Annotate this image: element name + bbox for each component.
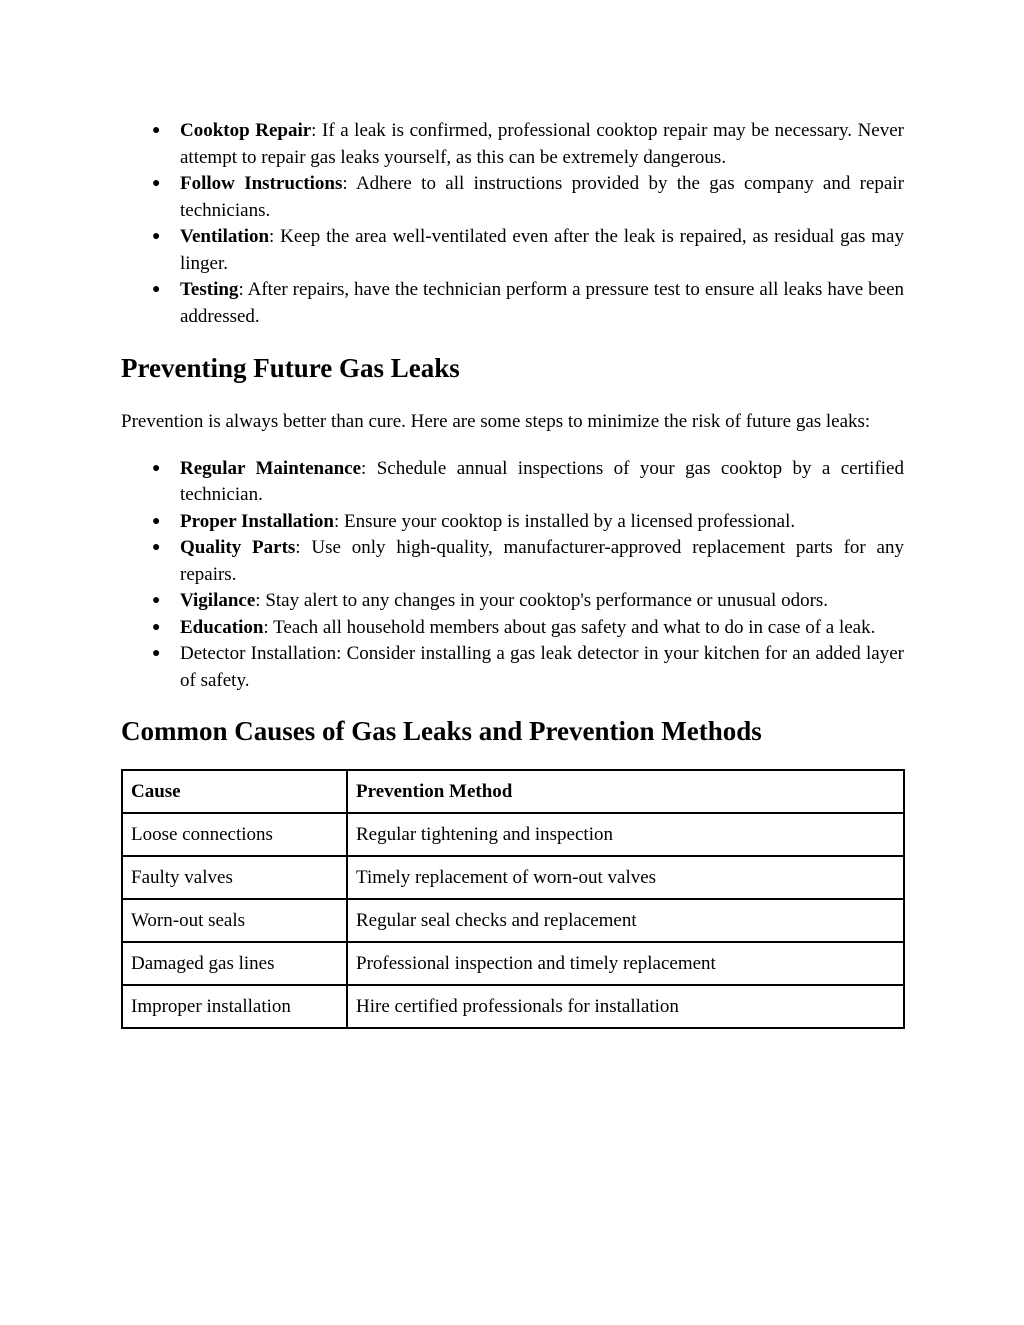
list-item-term: Vigilance xyxy=(180,590,256,611)
table-cell: Hire certified professionals for installation xyxy=(347,985,904,1028)
list-item-text: : Schedule annual inspections of your gas cooktop by a certified technician. xyxy=(180,457,904,505)
table-row xyxy=(122,942,904,985)
list-item-term: Proper Installation xyxy=(180,510,334,532)
table-row xyxy=(122,856,904,899)
list-item-text: : Keep the area well-ventilated even after the leak is repaired, as residual gas may linger. xyxy=(180,226,904,274)
bullet-icon: ● xyxy=(152,176,161,191)
list-item xyxy=(121,224,904,277)
section-intro-paragraph: Prevention is always better than cure. Here are some steps to minimize the risk of future gas leaks: xyxy=(121,411,871,432)
list-item xyxy=(121,277,904,330)
list-item-term: Quality Parts xyxy=(180,537,296,558)
list-item-term: Ventilation xyxy=(180,226,270,247)
list-item-text: : Teach all household members about gas safety and what to do in case of a leak. xyxy=(263,616,876,638)
table-cell: Improper installation xyxy=(122,985,347,1028)
list-item-term: Education xyxy=(180,616,264,638)
bullet-icon: ● xyxy=(152,619,161,635)
bullet-icon: ● xyxy=(152,646,161,661)
list-item-text: : Stay alert to any changes in your cooktop's performance or unusual odors. xyxy=(255,590,829,611)
bullet-icon: ● xyxy=(152,593,161,608)
table-cell: Damaged gas lines xyxy=(122,942,347,985)
table-header-cell: Prevention Method xyxy=(347,770,904,813)
list-item-text: : Adhere to all instructions provided by the gas company and repair technicians. xyxy=(180,173,904,221)
list-item-text: : If a leak is confirmed, professional cooktop repair may be necessary. Never attempt to repair gas leaks yourself, as this can be extremely dangerous. xyxy=(180,120,904,168)
list-item xyxy=(121,641,904,694)
table-row xyxy=(122,899,904,942)
list-item xyxy=(121,118,904,171)
table-header-cell: Cause xyxy=(122,770,347,813)
bullet-icon: ● xyxy=(152,123,161,138)
table-cell: Regular tightening and inspection xyxy=(347,813,904,856)
list-item xyxy=(121,509,904,536)
document-page xyxy=(121,118,904,1029)
table-cell: Loose connections xyxy=(122,813,347,856)
section-heading-prevention: Preventing Future Gas Leaks xyxy=(121,353,460,383)
bullet-icon: ● xyxy=(152,282,161,297)
bullet-icon: ● xyxy=(152,540,161,555)
bullet-icon: ● xyxy=(152,513,161,529)
list-item xyxy=(121,535,904,588)
table-header-row xyxy=(122,770,904,813)
prevention-steps-list xyxy=(121,456,904,695)
bullet-icon: ● xyxy=(152,460,161,476)
list-item xyxy=(121,615,904,642)
list-item-term: Cooktop Repair xyxy=(180,120,312,141)
list-item-text: Detector Installation: Consider installing a gas leak detector in your kitchen for an added layer of safety. xyxy=(180,643,904,691)
bullet-icon: ● xyxy=(152,229,161,244)
section-heading-causes: Common Causes of Gas Leaks and Prevention Methods xyxy=(121,716,762,746)
table-cell: Faulty valves xyxy=(122,856,347,899)
list-item xyxy=(121,171,904,224)
causes-table xyxy=(121,769,905,1029)
repair-steps-list xyxy=(121,118,904,330)
table-row xyxy=(122,985,904,1028)
table-row xyxy=(122,813,904,856)
list-item-term: Follow Instructions xyxy=(180,173,343,194)
table-cell: Timely replacement of worn-out valves xyxy=(347,856,904,899)
table-cell: Professional inspection and timely replacement xyxy=(347,942,904,985)
list-item-text: : Use only high-quality, manufacturer-approved replacement parts for any repairs. xyxy=(180,537,904,585)
list-item xyxy=(121,588,904,615)
list-item xyxy=(121,456,904,509)
list-item-text: : Ensure your cooktop is installed by a licensed professional. xyxy=(333,510,796,532)
table-cell: Regular seal checks and replacement xyxy=(347,899,904,942)
list-item-term: Testing xyxy=(180,279,239,300)
list-item-term: Regular Maintenance xyxy=(180,457,362,479)
list-item-text: : After repairs, have the technician perform a pressure test to ensure all leaks have been addressed. xyxy=(180,279,904,327)
table-cell: Worn-out seals xyxy=(122,899,347,942)
